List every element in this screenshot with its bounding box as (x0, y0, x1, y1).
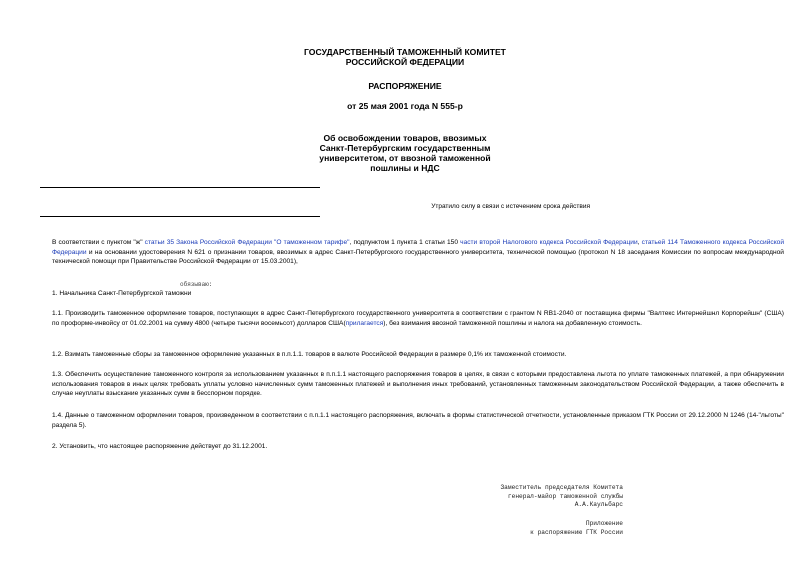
item-1-1-text-1: 1.1. Производить таможенное оформление товаров, поступающих в адрес Санкт-Петербургского государственного университета в соответствии с грантом N RB1-2040 от поставщика фирмы "Валтекс Интернейшнл Корпорейшн" (США) по проформе-инвойсу от 01.02.2001 на сумму 4800 (четыре тысячи восемьсот) долларов США( (52, 310, 784, 327)
item-1-3: 1.3. Обеспечить осуществление таможенного контроля за использованием указанных в п.п.1.1 настоящего распоряжения товаров в целях, в связи с которыми предоставлена льгота по уплате таможенных платежей, а при обнаружении использования товаров в иных целях требовать уплаты условно начисленных сумм таможенных платежей и выполнения иных требований, установленных таможенным законодательством Российской Федерации, а также обеспечить в случае неуплаты взыскание указанных сумм в бесспорном порядке. (52, 371, 784, 398)
subject-line-1: Об освобождении товаров, ввозимых (323, 133, 487, 143)
signature-line-3: А.А.Каульбарс (574, 501, 623, 509)
law-link-tariff[interactable]: статьи 35 Закона Российской Федерации "О таможенном тарифе" (144, 239, 350, 246)
item-1-4: 1.4. Данные о таможенном оформлении товаров, произведенном в соответствии с п.п.1.1 настоящего распоряжения, включать в формы статистической отчетности, установленные приказом ГТК России от 29.12.2000 N 1246 (14-"льготы" раздела 5). (52, 412, 784, 429)
preamble-paragraph (38, 238, 784, 267)
org-line-1: ГОСУДАРСТВЕННЫЙ ТАМОЖЕННЫЙ КОМИТЕТ (304, 47, 506, 57)
signature-line-1: Заместитель председателя Комитета (500, 484, 623, 491)
signature-block (500, 484, 623, 510)
divider-top (40, 187, 320, 188)
doc-subject (200, 133, 610, 173)
item-1: 1. Начальника Санкт-Петербургской таможни (52, 290, 192, 297)
org-name (200, 47, 610, 67)
appendix-line-1: Приложение (585, 520, 623, 527)
preamble-text-2: , подпунктом 1 пункта 1 статьи 150 (349, 239, 461, 246)
doc-date: от 25 мая 2001 года N 555-р (347, 101, 463, 111)
divider-bottom (40, 216, 320, 217)
item-1-1 (38, 309, 784, 328)
doc-type: РАСПОРЯЖЕНИЕ (368, 81, 442, 91)
law-link-customs-code[interactable]: статьей 114 Таможенного кодекса Российской Федерации (52, 239, 785, 256)
item-1-1-text-2: ), без взимания ввозной таможенной пошлины и налога на добавленную стоимость. (383, 319, 642, 327)
law-link-tax-code[interactable]: части второй Налогового кодекса Российской Федерации (460, 239, 638, 246)
subject-line-2: Санкт-Петербургским государственным (319, 143, 491, 153)
subject-line-3: университетом, от ввозной таможенной (319, 153, 491, 163)
obliged-word: обязываю: (180, 281, 213, 288)
preamble-text-3: , (637, 239, 642, 246)
status-notice: Утратило силу в связи с истечением срока действия (431, 203, 590, 210)
subject-line-4: пошлины и НДС (370, 163, 440, 173)
item-1-2: 1.2. Взимать таможенные сборы за таможенное оформление указанных в п.п.1.1. товаров в валюте Российской Федерации в размере 0,1% их таможенной стоимости. (52, 351, 567, 358)
item-2: 2. Установить, что настоящее распоряжение действует до 31.12.2001. (52, 443, 268, 450)
preamble-text-1: В соответствии с пунктом "ж" (52, 239, 145, 246)
appendix-link[interactable]: прилагается (345, 319, 384, 327)
appendix-line-2: к распоряжению ГТК России (530, 528, 623, 536)
preamble-text-4: и на основании удостоверения N 621 о признании товаров, ввозимых в адрес Санкт-Петербургского государственного университета, технической помощью (протокол N 18 заседания Комиссии по вопросам международной технической помощи при Правительстве Российской Федерации от 15.03.2001), (52, 248, 784, 266)
appendix-caption (530, 520, 623, 537)
org-line-2: РОССИЙСКОЙ ФЕДЕРАЦИИ (345, 57, 465, 67)
signature-line-2: генерал-майор таможенной службы (507, 492, 623, 500)
